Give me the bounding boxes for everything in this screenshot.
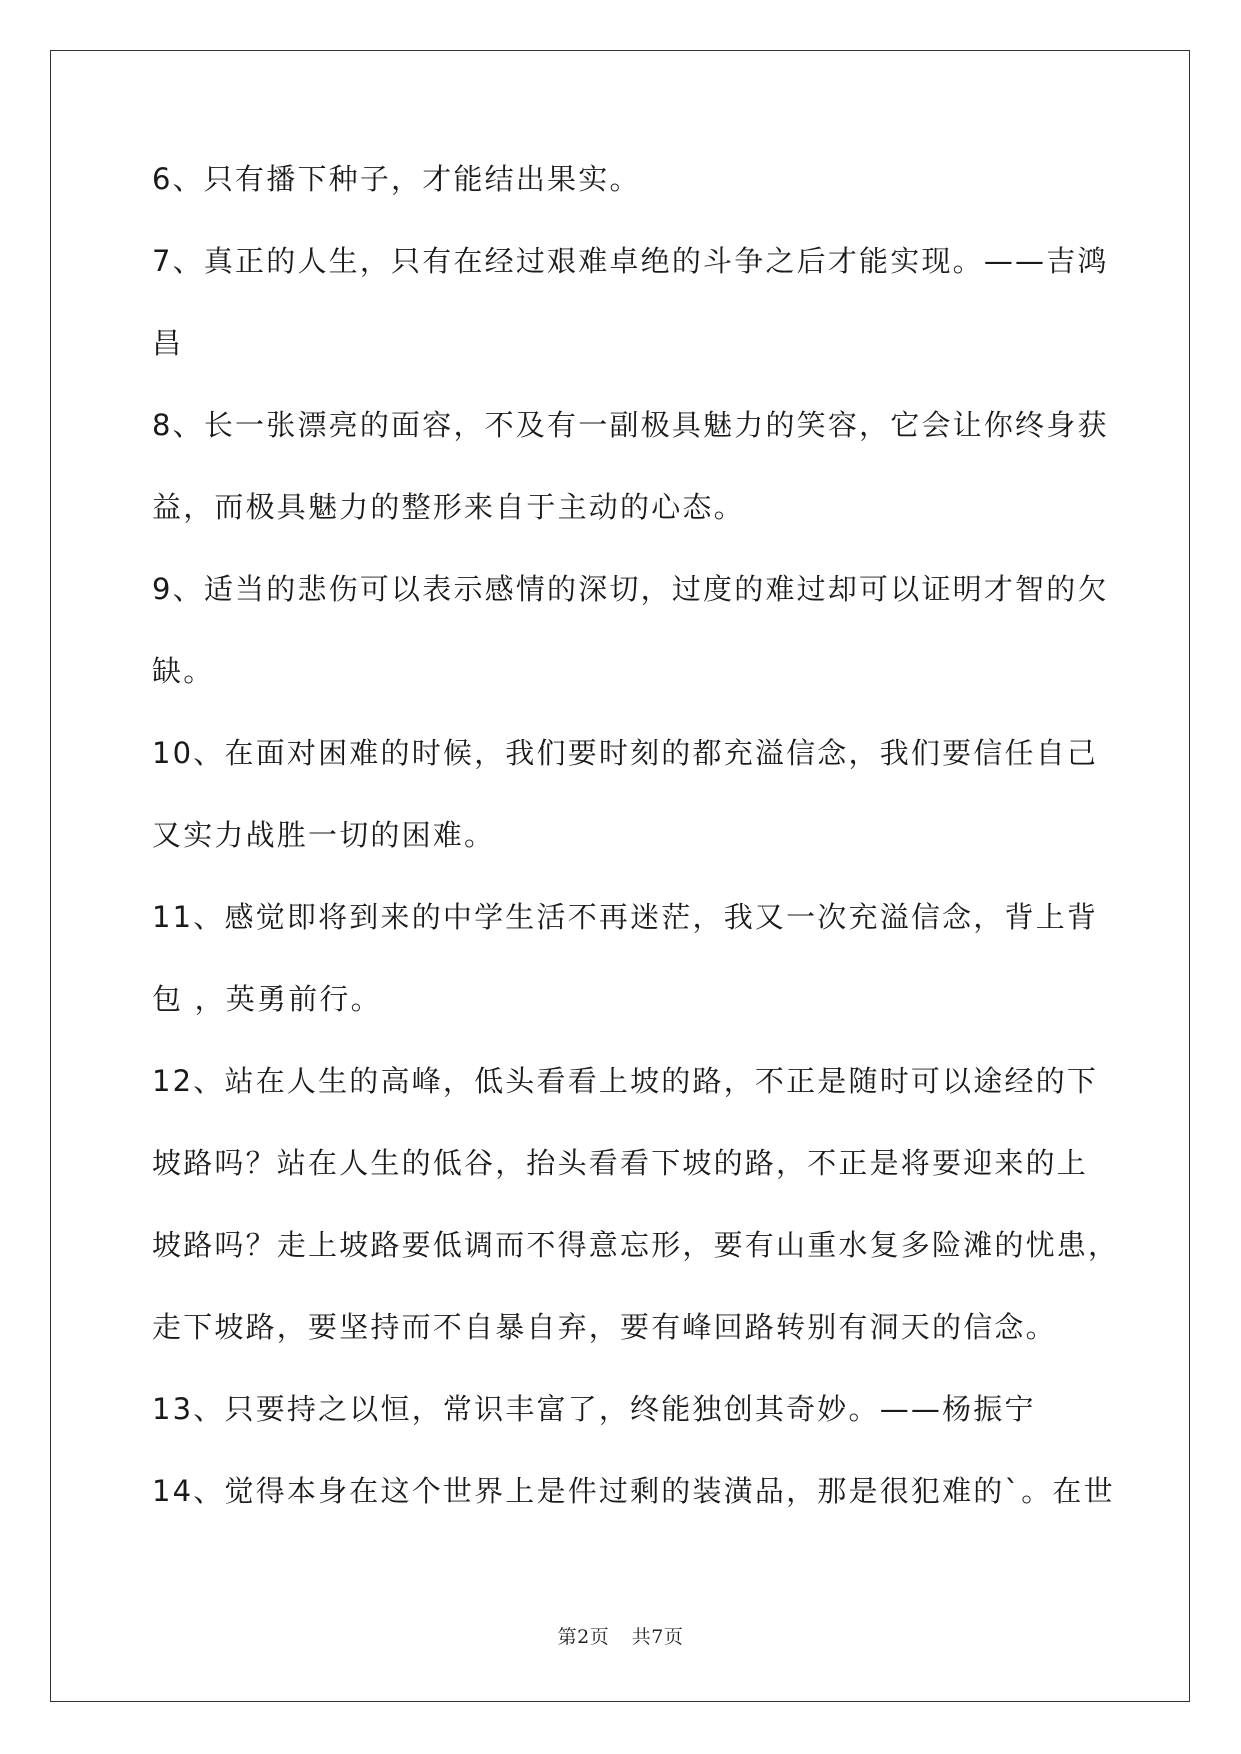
text-line: 7、真正的人生，只有在经过艰难卓绝的斗争之后才能实现。——吉鸿 bbox=[152, 244, 1109, 278]
text-line: 6、只有播下种子，才能结出果实。 bbox=[152, 162, 641, 196]
page-footer bbox=[0, 1622, 1241, 1649]
text-line: 14、觉得本身在这个世界上是件过剩的装潢品，那是很犯难的`。在世 bbox=[152, 1474, 1115, 1508]
text-line: 益，而极具魅力的整形来自于主动的心态。 bbox=[152, 490, 745, 524]
text-line: 12、站在人生的高峰，低头看看上坡的路，不正是随时可以途经的下 bbox=[152, 1064, 1099, 1098]
text-line: 13、只要持之以恒，常识丰富了，终能独创其奇妙。——杨振宁 bbox=[152, 1392, 1036, 1426]
text-line: 10、在面对困难的时候，我们要时刻的都充溢信念，我们要信任自己 bbox=[152, 736, 1099, 770]
text-line: 走下坡路，要坚持而不自暴自弃，要有峰回路转别有洞天的信念。 bbox=[152, 1310, 1057, 1344]
text-line: 坡路吗？站在人生的低谷，抬头看看下坡的路，不正是将要迎来的上 bbox=[152, 1146, 1089, 1180]
text-line: 昌 bbox=[152, 326, 184, 360]
text-line: 坡路吗？走上坡路要低调而不得意忘形，要有山重水复多险滩的忧患， bbox=[152, 1228, 1120, 1262]
page-number: 第2页 bbox=[557, 1626, 610, 1648]
text-line: 8、长一张漂亮的面容，不及有一副极具魅力的笑容，它会让你终身获 bbox=[152, 408, 1109, 442]
text-line: 包 ，英勇前行。 bbox=[152, 982, 382, 1016]
text-line: 缺。 bbox=[152, 654, 215, 688]
text-line: 11、感觉即将到来的中学生活不再迷茫，我又一次充溢信念，背上背 bbox=[152, 900, 1099, 934]
text-line: 又实力战胜一切的困难。 bbox=[152, 818, 496, 852]
document-body bbox=[152, 160, 1120, 1554]
page-total: 共7页 bbox=[631, 1626, 684, 1648]
text-line: 9、适当的悲伤可以表示感情的深切，过度的难过却可以证明才智的欠 bbox=[152, 572, 1109, 606]
